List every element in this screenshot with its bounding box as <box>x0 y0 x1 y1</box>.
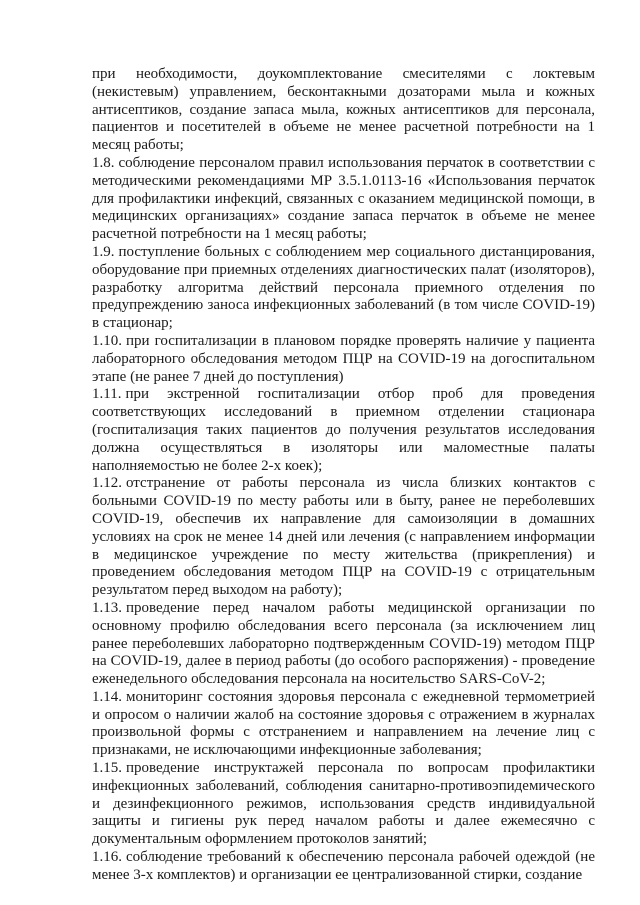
paragraph-number: 1.13. <box>92 599 122 616</box>
paragraph-text: проведение инструктажей персонала по вопросам профилактики инфекционных заболеваний, соблюдения санитарно-противоэпидемического и дезинфекционного режимов, использования средств индивидуальной защиты и гигиены рук перед началом работы и далее ежемесячно с документальным оформлением протоколов занятий; <box>92 760 595 848</box>
paragraph-text: при экстренной госпитализации отбор проб для проведения соответствующих исследований в приемном отделении стационара (госпитализация таких пациентов до получения результатов исследования должна осуществляться в изоляторы или маломестные палаты наполняемостью не более 2-х коек); <box>92 386 595 474</box>
paragraph-1-14 <box>92 689 595 760</box>
paragraph-number: 1.15. <box>92 760 122 777</box>
paragraph-1-10 <box>92 333 595 386</box>
paragraph-1-12 <box>92 475 595 600</box>
document-page <box>92 66 595 885</box>
paragraph-1-9 <box>92 244 595 333</box>
paragraph-1-8 <box>92 155 595 244</box>
paragraph-1-16 <box>92 849 595 885</box>
paragraph-text: соблюдение персоналом правил использования перчаток в соответствии с методическими рекомендациями МР 3.5.1.0113-16 «Использования перчаток для профилактики инфекций, связанных с оказанием медицинской помощи, в медицинских организациях» создание запаса перчаток в объеме не менее расчетной потребности на 1 месяц работы; <box>92 154 595 243</box>
paragraph-continuation <box>92 66 595 155</box>
paragraph-text: соблюдение требований к обеспечению персонала рабочей одеждой (не менее 3-х комплектов) и организации ее централизованной стирки, создание <box>92 849 595 883</box>
paragraph-number: 1.11. <box>92 386 122 403</box>
paragraph-text: отстранение от работы персонала из числа близких контактов с больными COVID-19 по месту работы или в быту, ранее не переболевших COVID-19, обеспечив их направление для самоизоляции в домашних условиях на срок не менее 14 дней или лечения (с направлением информации в медицинское учреждение по месту жительства (прикрепления) и проведением обследования методом ПЦР на COVID-19 с отрицательным результатом перед выходом на работу); <box>92 475 595 599</box>
paragraph-number: 1.10. <box>92 332 122 349</box>
paragraph-text: при госпитализации в плановом порядке проверять наличие у пациента лабораторного обследования методом ПЦР на COVID-19 на догоспитальном этапе (не ранее 7 дней до поступления) <box>92 332 595 385</box>
paragraph-1-13 <box>92 600 595 689</box>
paragraph-1-11 <box>92 386 595 475</box>
paragraph-number: 1.8. <box>92 154 115 171</box>
paragraph-number: 1.9. <box>92 243 115 260</box>
paragraph-number: 1.12. <box>92 475 122 492</box>
paragraph-text: при необходимости, доукомплектование смесителями с локтевым (некистевым) управлением, бесконтакными дозаторами мыла и кожных антисептиков, создание запаса мыла, кожных антисептиков для персонала, пациентов и посетителей в объеме не менее расчетной потребности на 1 месяц работы; <box>92 66 595 154</box>
paragraph-number: 1.16. <box>92 849 122 866</box>
paragraph-number: 1.14. <box>92 688 122 705</box>
paragraph-text: проведение перед началом работы медицинской организации по основному профилю обследования всего персонала (за исключением лиц ранее переболевших лабораторно подтвержденным COVID-19) методом ПЦР на COVID-19, далее в период работы (до особого распоряжения) - проведение еженедельного обследования персонала на носительство SARS-CoV-2; <box>92 599 595 688</box>
paragraph-1-15 <box>92 760 595 849</box>
paragraph-text: мониторинг состояния здоровья персонала с ежедневной термометрией и опросом о наличии жалоб на состояние здоровья с отражением в журналах произвольной формы с отстранением и направлением на лечение лиц с признаками, не исключающими инфекционные заболевания; <box>92 688 595 759</box>
paragraph-text: поступление больных с соблюдением мер социального дистанцирования, оборудование при приемных отделениях диагностических палат (изоляторов), разработку алгоритма действий персонала приемного отделения по предупреждению заноса инфекционных заболеваний (в том числе COVID-19) в стационар; <box>92 243 595 332</box>
